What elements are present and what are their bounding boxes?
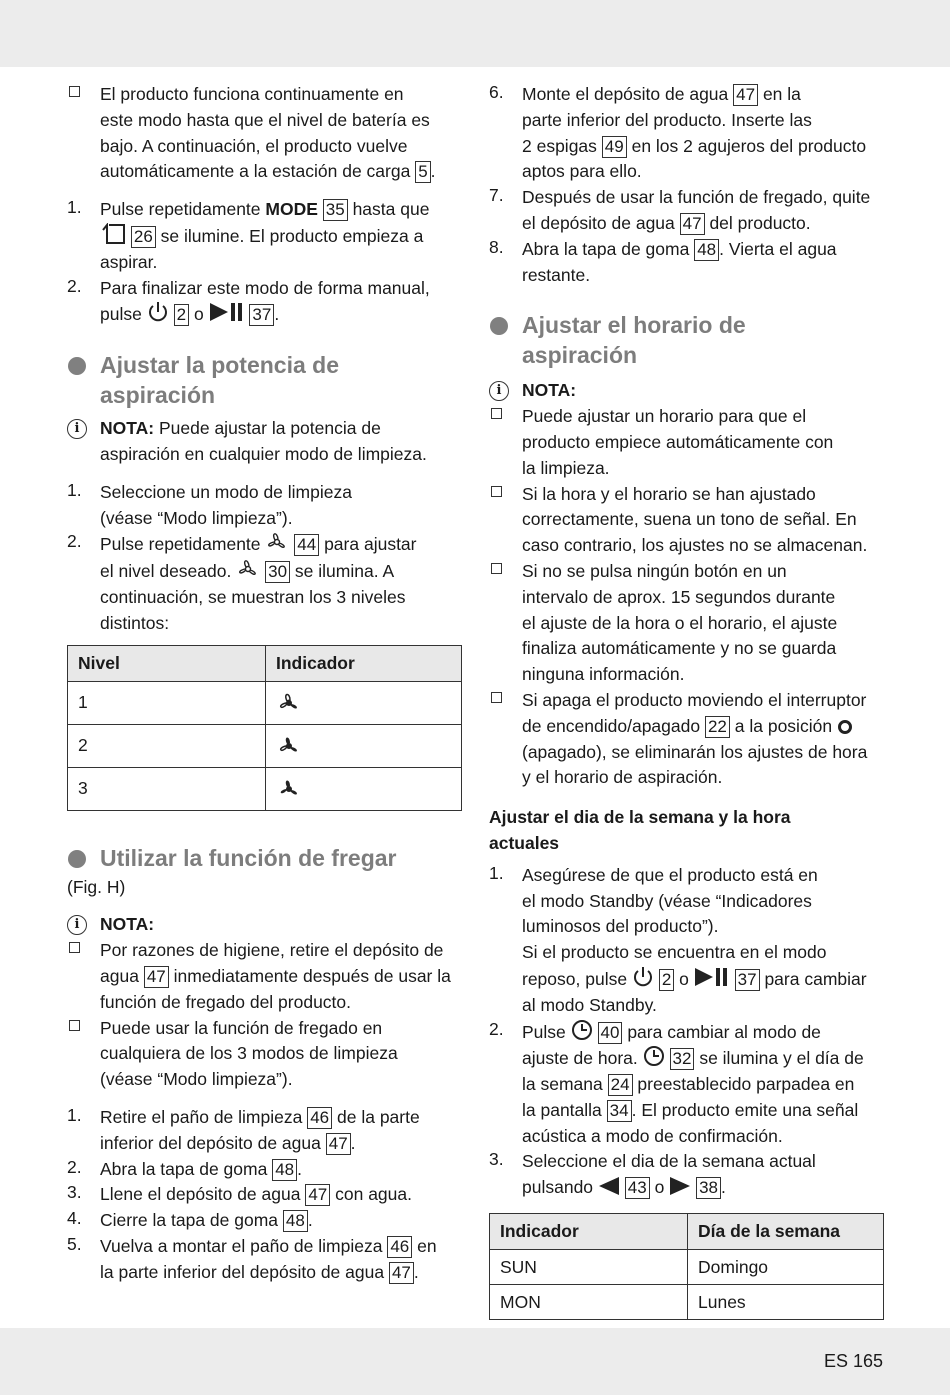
text-line: aspirar. [100, 251, 158, 272]
table-cell: SUN [490, 1250, 688, 1285]
arrow-right-icon [669, 1176, 691, 1196]
text-line: el modo Standby (véase “Indicadores [522, 890, 812, 911]
table-cell [266, 767, 462, 810]
text-line: Después de usar la función de fregado, quite [522, 187, 871, 208]
bullet-item [489, 404, 884, 481]
header-band [0, 0, 950, 67]
text-line: Seleccione un modo de limpieza [100, 481, 352, 502]
list-item: 1. Seleccione un modo de limpieza (véase “Modo limpieza”). [67, 480, 462, 532]
ref-number: 47 [326, 1133, 351, 1155]
text-line: finaliza automáticamente y no se guarda [522, 638, 837, 659]
text-line: Seleccione el dia de la semana actual [522, 1151, 816, 1172]
text-line: reposo, pulse 2 o 37 para cambiar [522, 966, 884, 993]
list-item: 3. Llene el depósito de agua 47 con agua. [67, 1182, 462, 1208]
text-line: 2 espigas 49 en los 2 agujeros del producto [522, 135, 867, 156]
power-icon [147, 301, 169, 323]
off-position-icon [837, 719, 853, 735]
text-line: aptos para ello. [522, 161, 642, 182]
text-line: Para finalizar este modo de forma manual, [100, 277, 430, 298]
text-line: El producto funciona continuamente en [100, 84, 404, 104]
text-line: Puede ajustar un horario para que el [522, 406, 807, 427]
list-item: 1. Pulse repetidamente MODE 35 hasta que 26 se ilumine. El producto empieza a aspirar. [67, 197, 462, 275]
ref-number: 26 [131, 226, 156, 248]
text-line: intervalo de aprox. 15 segundos durante [522, 586, 836, 607]
text-line: Asegúrese de que el producto está en [522, 864, 818, 885]
bullet-dot-icon [490, 317, 508, 335]
ref-number: 47 [305, 1184, 330, 1206]
ref-number: 49 [602, 136, 627, 158]
table-cell [266, 681, 462, 724]
list-item: 2. Pulse 40 para cambiar al modo de ajuste de hora. 32 se ilumina y el día de la semana 24 preestablecido parpadea en la pantalla 34 . El producto emite una señal acústica a modo de confirmación. [489, 1019, 884, 1150]
ref-number: 47 [144, 966, 169, 988]
suction-level-table [67, 645, 462, 811]
bullet-item [489, 559, 884, 688]
play-pause-icon [209, 301, 245, 323]
text-line: el nivel deseado. 30 se ilumina. A [100, 558, 462, 585]
text-line: de encendido/apagado 22 a la posición [522, 714, 884, 740]
ref-number: 46 [307, 1107, 332, 1129]
text-line: ninguna información. [522, 664, 685, 685]
table-header: Nivel [68, 645, 266, 681]
ref-number: 2 [174, 304, 189, 326]
play-pause-icon [694, 966, 730, 988]
fan-level-1-icon [276, 691, 302, 715]
text-line: Llene el depósito de agua 47 con agua. [100, 1184, 412, 1205]
table-row [490, 1285, 884, 1320]
section-heading: Ajustar la potencia de aspiración [67, 350, 462, 410]
bullet-item [489, 482, 884, 559]
ref-number: 46 [387, 1236, 412, 1258]
fan-outline-icon [265, 531, 289, 553]
ref-number: 47 [680, 213, 705, 235]
table-cell: 3 [68, 767, 266, 810]
text-line: (apagado), se eliminarán los ajustes de hora [522, 741, 868, 762]
text-line: restante. [522, 264, 591, 285]
checkbox-bullet-icon [69, 1020, 80, 1031]
text-line: Si la hora y el horario se han ajustado [522, 483, 816, 504]
power-icon [632, 966, 654, 988]
info-icon: i [489, 381, 509, 401]
bullet-item [67, 938, 462, 1015]
ref-number: 44 [294, 534, 319, 556]
right-column [489, 82, 884, 1320]
checkbox-bullet-icon [491, 408, 502, 419]
text-line: Retire el paño de limpieza 46 de la parte [100, 1106, 420, 1127]
text-line: Puede usar la función de fregado en [100, 1017, 383, 1038]
text-line: parte inferior del producto. Inserte las [522, 109, 812, 130]
ref-number: 47 [389, 1262, 414, 1284]
page-number: ES 165 [823, 1351, 883, 1371]
fan-outline-icon [236, 558, 260, 580]
table-row [68, 724, 462, 767]
text-line: producto empiece automáticamente con [522, 431, 834, 452]
figure-ref: (Fig. H) [67, 876, 126, 897]
room-mode-icon [100, 223, 126, 245]
note-heading: i NOTA: [67, 912, 462, 938]
ref-number: 35 [323, 199, 348, 221]
text-line: al modo Standby. [522, 994, 657, 1015]
text-line: la semana 24 preestablecido parpadea en [522, 1074, 855, 1095]
text-line: pulsando 43 o 38 . [522, 1177, 726, 1198]
text-line: caso contrario, los ajustes no se almacenan. [522, 535, 868, 556]
bullet-item [67, 1016, 462, 1093]
table-row [490, 1250, 884, 1285]
ref-number: 38 [696, 1177, 721, 1199]
text-line: pulse 2 o 37 . [100, 301, 462, 328]
text-line: función de fregado del producto. [100, 991, 352, 1012]
text-line: distintos: [100, 612, 170, 633]
text-line: aspiración en cualquier modo de limpieza. [100, 443, 427, 464]
text-line: cualquiera de los 3 modos de limpieza [100, 1043, 398, 1064]
table-header: Indicador [490, 1214, 688, 1250]
ref-number: 32 [670, 1048, 695, 1070]
text-line: Por razones de higiene, retire el depósito de [100, 940, 444, 961]
list-item: 1. Asegúrese de que el producto está en el modo Standby (véase “Indicadores luminosos del producto”). Si el producto se encuentra en el modo reposo, pulse 2 o 37 para cambiar al modo Standby. [489, 863, 884, 1019]
table-cell: Domingo [688, 1250, 884, 1285]
text-line: Si apaga el producto moviendo el interruptor [522, 689, 867, 710]
fan-level-2-icon [276, 734, 302, 758]
text-line: 26 se ilumine. El producto empieza a [100, 223, 462, 250]
table-header: Día de la semana [688, 1214, 884, 1250]
text-line: el depósito de agua 47 del producto. [522, 212, 811, 233]
table-header-row [68, 645, 462, 681]
text-line: agua 47 inmediatamente después de usar la [100, 965, 451, 986]
clock-icon [571, 1019, 593, 1041]
text-line: la limpieza. [522, 457, 610, 478]
left-column [67, 82, 462, 1286]
bullet-item [489, 688, 884, 791]
text-line: luminosos del producto”). [522, 916, 719, 937]
text-line: Si no se pulsa ningún botón en un [522, 560, 787, 581]
checkbox-bullet-icon [69, 942, 80, 953]
text-line: continuación, se muestran los 3 niveles [100, 586, 406, 607]
table-row [68, 681, 462, 724]
text-line: y el horario de aspiración. [522, 767, 723, 788]
ref-number: 22 [705, 716, 730, 738]
table-cell [266, 724, 462, 767]
ref-number: 48 [283, 1210, 308, 1232]
list-item: 8. Abra la tapa de goma 48 . Vierta el agua restante. [489, 237, 884, 289]
subsection-heading: Ajustar el dia de la semana y la hora actuales [489, 807, 791, 853]
ref-number: 37 [735, 969, 760, 991]
ref-number: 2 [659, 969, 674, 991]
bullet-item [67, 82, 462, 185]
checkbox-bullet-icon [491, 486, 502, 497]
text-line: NOTA: Puede ajustar la potencia de [100, 418, 381, 439]
list-item: 2. Para finalizar este modo de forma manual, pulse 2 o 37 . [67, 276, 462, 329]
text-line: Cierre la tapa de goma 48 . [100, 1210, 313, 1231]
text-line: el ajuste de la hora o el horario, el ajuste [522, 612, 838, 633]
ref-number: 5 [415, 161, 430, 183]
text-line: Vuelva a montar el paño de limpieza 46 en [100, 1235, 437, 1256]
text-line: este modo hasta que el nivel de batería es [100, 109, 430, 130]
ref-number: 30 [265, 561, 290, 583]
text-line: Abra la tapa de goma 48 . [100, 1158, 303, 1179]
text-line: la parte inferior del depósito de agua 47 . [100, 1261, 419, 1282]
text-line: acústica a modo de confirmación. [522, 1125, 783, 1146]
text-line: la pantalla 34 . El producto emite una señal [522, 1099, 859, 1120]
text-line: Pulse repetidamente 44 para ajustar [100, 531, 462, 558]
text-line: (véase “Modo limpieza”). [100, 507, 293, 528]
list-item: 2. Abra la tapa de goma 48 . [67, 1157, 462, 1183]
ref-number: 43 [625, 1177, 650, 1199]
info-icon: i [67, 915, 87, 935]
fan-level-3-icon [276, 777, 302, 801]
list-item: 1. Retire el paño de limpieza 46 de la parte inferior del depósito de agua 47 . [67, 1105, 462, 1157]
ref-number: 48 [272, 1159, 297, 1181]
info-icon: i [67, 419, 87, 439]
text-line: Monte el depósito de agua 47 en la [522, 84, 801, 104]
list-item: 6. Monte el depósito de agua 47 en la parte inferior del producto. Inserte las 2 espigas 49 en los 2 agujeros del producto aptos para ello. [489, 82, 884, 185]
text-line: Si el producto se encuentra en el modo [522, 942, 827, 963]
note-heading: i NOTA: [489, 378, 884, 404]
text-line: (véase “Modo limpieza”). [100, 1069, 293, 1090]
checkbox-bullet-icon [491, 692, 502, 703]
arrow-left-icon [598, 1176, 620, 1196]
table-header: Indicador [266, 645, 462, 681]
clock-icon [643, 1045, 665, 1067]
list-item: 7. Después de usar la función de fregado, quite el depósito de agua 47 del producto. [489, 185, 884, 237]
table-row [68, 767, 462, 810]
section-heading: Ajustar el horario de aspiración [489, 310, 884, 370]
list-item: 5. Vuelva a montar el paño de limpieza 46 en la parte inferior del depósito de agua 47 . [67, 1234, 462, 1286]
text-line: automáticamente a la estación de carga 5 . [100, 161, 436, 182]
checkbox-bullet-icon [69, 86, 80, 97]
ref-number: 37 [249, 304, 274, 326]
text-line: Abra la tapa de goma 48 . Vierta el agua [522, 238, 837, 259]
ref-number: 24 [608, 1074, 633, 1096]
text-line: Pulse repetidamente MODE 35 hasta que [100, 199, 430, 220]
footer-band [0, 1328, 950, 1395]
note-block [67, 416, 462, 468]
checkbox-bullet-icon [491, 563, 502, 574]
table-header-row [490, 1214, 884, 1250]
text-line: bajo. A continuación, el producto vuelve [100, 135, 408, 156]
list-item: 3. Seleccione el dia de la semana actual pulsando 43 o 38 . [489, 1149, 884, 1201]
table-cell: 2 [68, 724, 266, 767]
bullet-dot-icon [68, 357, 86, 375]
ref-number: 47 [733, 84, 758, 106]
ref-number: 34 [607, 1100, 632, 1122]
text-line: ajuste de hora. 32 se ilumina y el día de [522, 1045, 884, 1072]
ref-number: 48 [694, 239, 719, 261]
bullet-dot-icon [68, 850, 86, 868]
list-item: 4. Cierre la tapa de goma 48 . [67, 1208, 462, 1234]
text-line: correctamente, suena un tono de señal. En [522, 509, 857, 530]
table-cell: MON [490, 1285, 688, 1320]
section-heading: Utilizar la función de fregar [67, 843, 462, 873]
weekday-table [489, 1213, 884, 1320]
table-cell: Lunes [688, 1285, 884, 1320]
list-item: 2. Pulse repetidamente 44 para ajustar el nivel deseado. 30 se ilumina. A continuación, se muestran los 3 niveles distintos: [67, 531, 462, 636]
ref-number: 40 [598, 1022, 623, 1044]
text-line: inferior del depósito de agua 47 . [100, 1132, 356, 1153]
text-line: Pulse 40 para cambiar al modo de [522, 1019, 884, 1046]
table-cell: 1 [68, 681, 266, 724]
